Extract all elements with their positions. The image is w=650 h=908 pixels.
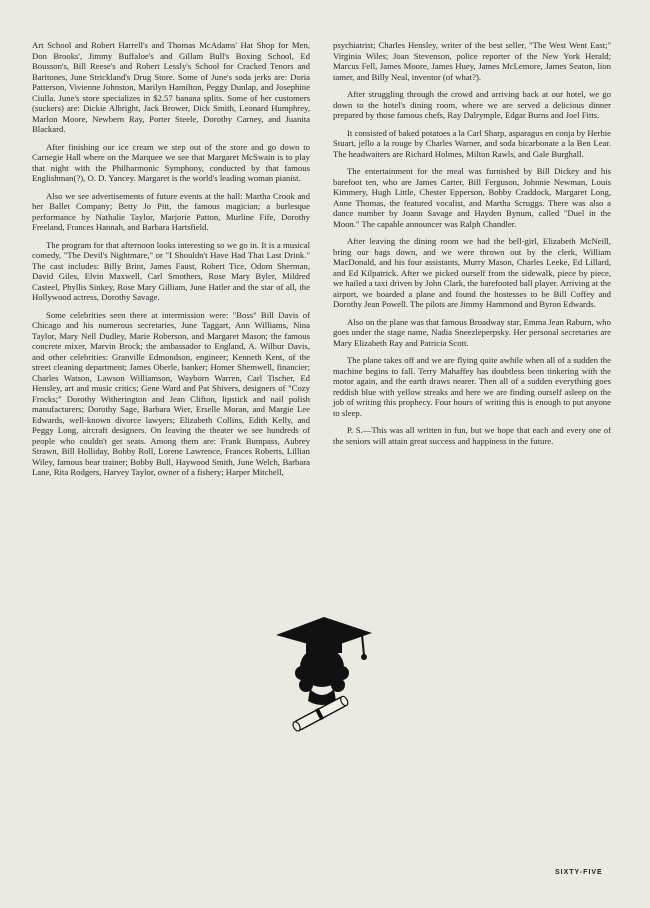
paragraph: The entertainment for the meal was furnished by Bill Dickey and his barefoot ten, who are James Carter, Bill Ferguson, Johnnie Newman, Louis Kimmery, Hugh Little, Chester Epperson, Bobby Craddock, Margaret Long, Anne Thomas, the featured vocalist, and Martha Scruggs. There was also a dance number by Joann Savage and Hayden Bynum, called "Duel in the Moon." The capable announcer was Ralph Chandler. (333, 166, 611, 229)
paragraph: It consisted of baked potatoes a la Carl Sharp, asparagus en conja by Herbie Stuart, jello a la rouge by Charles Warner, and soda bicarbonate a la Ben Lear. The headwaiters are Richard Holmes, Milton Rawls, and Gale Burghall. (333, 127, 611, 159)
left-text-column (32, 40, 310, 485)
paragraph: psychiatrist; Charles Hensley, writer of the best seller, "The West Went East;" Virginia Wiles; Joan Stevenson, police reporter of the New York Herald; Marcus Fell, James Moore, James Huey, James McLemore, James Seaton, lion tamer, and Billy Neal, inventor (of what?). (333, 40, 611, 82)
paragraph: Also we see advertisements of future events at the hall: Martha Crook and her Ballet Company; Betty Jo Pitt, the famous magician; a burlesque performance by Nathalie Taylor, Marjorie Patton, Murline Fife, Dorothy Freeland, Frances Hannah, and Barbara Hartsfield. (32, 190, 310, 232)
paragraph: Some celebrities seen there at intermission were: "Boss" Bill Davis of Chicago and his numerous secretaries, June Taggart, Ann Williams, Nina Taylor, Mary Nell Dudley, Marie Roberson, and Margaret Mason; the famous concrete mixer, Marvin Brock; the ambassador to England, A. Wilbur Davis, and other celebrities: Granville Edmondson, engineer; Kenneth Kent, of the street cleaning department; James Oberle, banker; Homer Shemwell, financier; Charles Watson, Lawson Williamson, Wayborn Warren, Carl Tischer, Ed Hensley, art and music critics; Gene Ward and Pat Shivers, designers of "Cozy Frocks;" Dorothy Witherington and Jean Clifton, lipstick and nail polish manufacturers; Dorothy Sage, Barbara Wier, Erselle Moran, and Margie Lee Edwards, well-known divorce lawyers; Elizabeth Collins, Edith Kelly, and Peggy Long, aircraft designers. On leaving the theater we see hundreds of people who couldn't get seats. Among them are: Frank Bumpass, Aubrey Strawn, Bill Holliday, Bobby Roll, Lorene Lawrence, Frances Roberts, Lillian Wiley, famous bear trainer; Bobby Bull, Haywood Smith, June Welch, Barbara Lane, Rita Rodgers, Harvey Taylor, owner of a fishery; Harper Mitchell, (32, 309, 310, 477)
page-number: SIXTY-FIVE (555, 869, 603, 876)
graduate-silhouette-icon (270, 605, 375, 735)
paragraph: After struggling through the crowd and arriving back at our hotel, we go down to the hotel's dining room, where we are served a delicious dinner prepared by those famous chefs, Ray Dalrymple, Edgar Burns and Joel Fitts. (333, 89, 611, 120)
paragraph: The plane takes off and we are flying quite awhile when all of a sudden the machine begins to fall. Terry Mahaffey has doubtless been tinkering with the motor again, and the earth draws nearer. Then all of a sudden everything goes reddish blue with yellow streaks and here we are finding ourself asleep on the job of writing this prophecy. Four hours of writing this is enough to put anyone to sleep. (333, 355, 611, 418)
paragraph: After leaving the dining room we had the bell-girl, Elizabeth McNeill, bring our bags down, and we were thrown out by the clerk, William MacDonald, and his four assistants, Murry Mason, Charles Leeke, Ed Lillard, and Ed Kilpatrick. After we picked ourself from the sidewalk, piece by piece, we hailed a taxi driven by John Clark, the barefooted ball player. Arriving at the airport, we boarded a plane and found the hostesses to be Bill Coffey and Dorothy Jean Powell. The pilots are Jimmy Hammond and Byron Edwards. (333, 236, 611, 309)
paragraph: The program for that afternoon looks interesting so we go in. It is a musical comedy, "The Devil's Nightmare," or "I Shouldn't Have Had That Last Drink." The cast includes: Billy Brint, James Faust, Robert Tice, Odom Sherman, David Giles, Elvin Maxwell, Carl Smothers, Rose Mary Byler, Mildred Casteel, Phyllis Sinkey, Rose Mary Gilliam, June Hatler and the star of all, the Hollywood actress, Dorothy Savage. (32, 239, 310, 302)
paragraph: P. S.—This was all written in fun, but we hope that each and every one of the seniors will attain great success and happiness in the future. (333, 425, 611, 446)
paragraph: Art School and Robert Harrell's and Thomas McAdams' Hat Shop for Men, Don Brooks', Jimmy Buffaloe's and Gillam Bull's Boxing School, Ed Bousson's, Bill Reese's and Robert Lessly's School for Cracked Tenors and Baritones, June Strickland's Drug Store. Some of June's soda jerks are: Doria Patterson, Vivienne Johnston, Marilyn Hamilton, Peggy Dunlap, and Josephine Ciulla. June's store specializes in $2.57 banana splits. Some of her customers (suckers) are: Dickie Albright, Jack Brower, Dick Smith, Leonard Humphrey, Marlon Moore, Newbern Ray, Porter Steele, Dorothy Carney, and Juanita Blackard. (32, 40, 310, 134)
paragraph: Also on the plane was that famous Broadway star, Emma Jean Raburn, who goes under the stage name, Nadia Sneezleperpsky. Her personal secretaries are Mary Elizabeth Ray and Patricia Scott. (333, 316, 611, 348)
paragraph: After finishing our ice cream we step out of the store and go down to Carnegie Hall where on the Marquee we see that Margaret McSwain is to play that night with the Philharmonic Symphony, conducted by that famous Englishman(?), O. D. Yancey. Margaret is the world's leading woman pianist. (32, 141, 310, 183)
right-text-column (333, 40, 611, 453)
